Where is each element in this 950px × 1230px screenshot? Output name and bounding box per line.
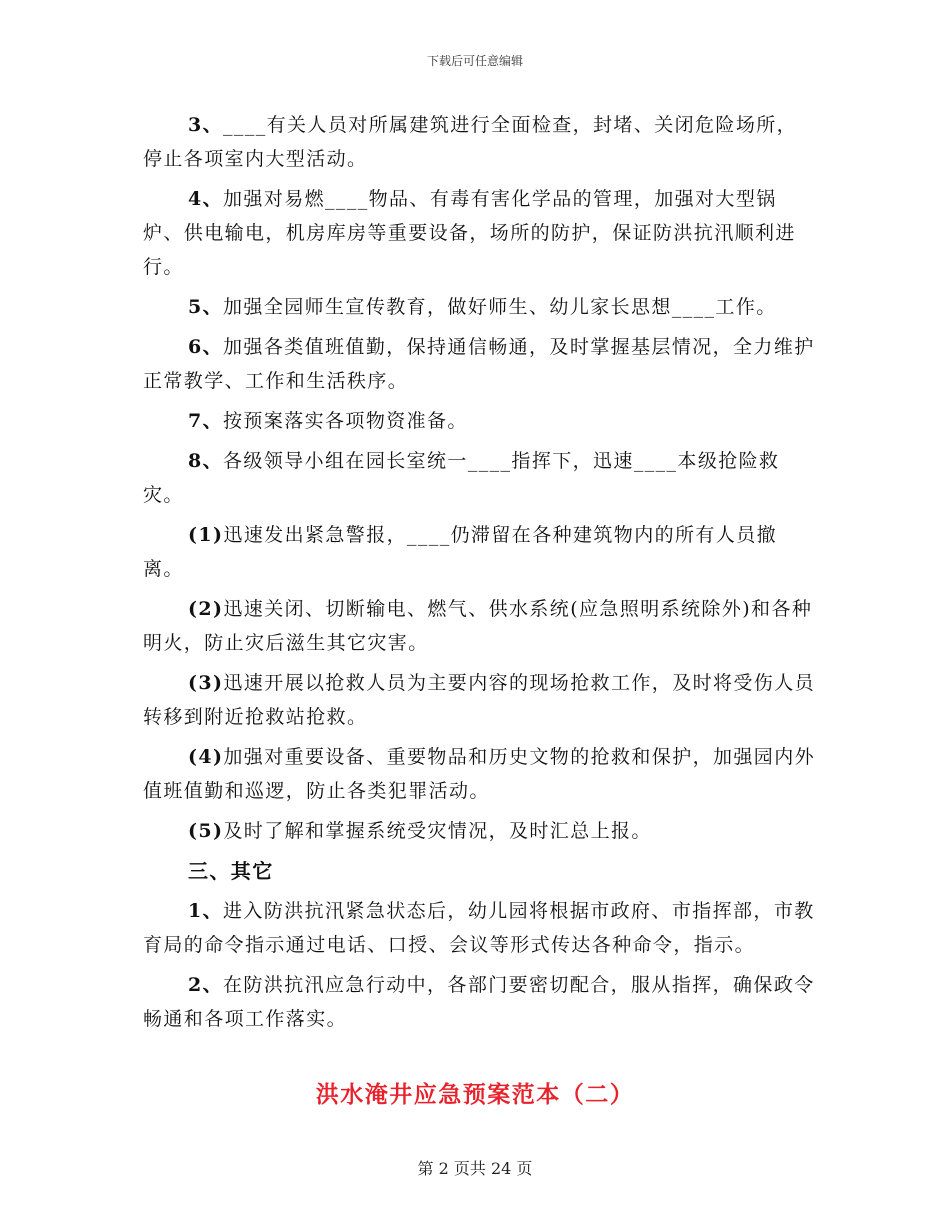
item-text: 进入防洪抗汛紧急状态后，幼儿园将根据市政府、市指挥部，市教育局的命令指示通过电话、口授、会议等形式传达各种命令，指示。: [143, 900, 815, 956]
item-number: 4、: [188, 188, 224, 210]
item-number: 8、: [188, 450, 224, 472]
list-item: [143, 404, 815, 438]
item-number: (2): [188, 598, 224, 620]
list-item: [143, 894, 815, 962]
item-number: (3): [188, 672, 224, 694]
item-number: 3、: [188, 114, 224, 136]
document-body: [143, 108, 815, 1042]
item-number: 6、: [188, 336, 224, 358]
item-text: 在防洪抗汛应急行动中，各部门要密切配合，服从指挥，确保政令畅通和各项工作落实。: [143, 974, 815, 1030]
list-item: [143, 182, 815, 284]
page-footer: 第 2 页共 24 页: [417, 1159, 533, 1178]
list-item: [143, 290, 815, 324]
list-item: [143, 666, 815, 734]
page-header: 下载后可任意编辑: [426, 54, 523, 68]
item-text: 按预案落实各项物资准备。: [223, 410, 468, 432]
list-item: [143, 330, 815, 398]
item-number: 1、: [188, 900, 224, 922]
item-number: 2、: [188, 974, 224, 996]
list-item: [143, 968, 815, 1036]
item-text: 各级领导小组在园长室统一____指挥下，迅速____本级抢险救灾。: [143, 450, 780, 506]
next-section-title: 洪水淹井应急预案范本（二）: [315, 1081, 635, 1108]
item-text: 加强对重要设备、重要物品和历史文物的抢救和保护，加强园内外值班值勤和巡逻，防止各类犯罪活动。: [143, 746, 816, 802]
list-item: [143, 740, 815, 808]
item-text: ____有关人员对所属建筑进行全面检查，封堵、关闭危险场所，停止各项室内大型活动。: [143, 114, 798, 170]
item-number: 7、: [188, 410, 224, 432]
list-item: [143, 108, 815, 176]
item-number: (1): [188, 524, 224, 546]
item-number: 5、: [188, 296, 224, 318]
item-text: 迅速关闭、切断输电、燃气、供水系统(应急照明系统除外)和各种明火，防止灾后滋生其它灾害。: [143, 598, 813, 654]
item-number: (4): [188, 746, 224, 768]
item-text: 及时了解和掌握系统受灾情况，及时汇总上报。: [223, 820, 652, 842]
list-item: [143, 518, 815, 586]
item-text: 加强全园师生宣传教育，做好师生、幼儿家长思想____工作。: [223, 296, 777, 318]
list-item: [143, 814, 815, 848]
section-heading: 三、其它: [188, 859, 274, 883]
item-text: 加强各类值班值勤，保持通信畅通，及时掌握基层情况，全力维护正常教学、工作和生活秩序。: [143, 336, 815, 392]
list-item: [143, 444, 815, 512]
item-text: 迅速开展以抢救人员为主要内容的现场抢救工作，及时将受伤人员转移到附近抢救站抢救。: [143, 672, 816, 728]
list-item: [143, 592, 815, 660]
item-text: 加强对易燃____物品、有毒有害化学品的管理，加强对大型锅炉、供电输电，机房库房等重要设备，场所的防护，保证防洪抗汛顺利进行。: [143, 188, 796, 278]
item-number: (5): [188, 820, 224, 842]
item-text: 迅速发出紧急警报，____仍滞留在各种建筑物内的所有人员撤离。: [143, 524, 778, 580]
